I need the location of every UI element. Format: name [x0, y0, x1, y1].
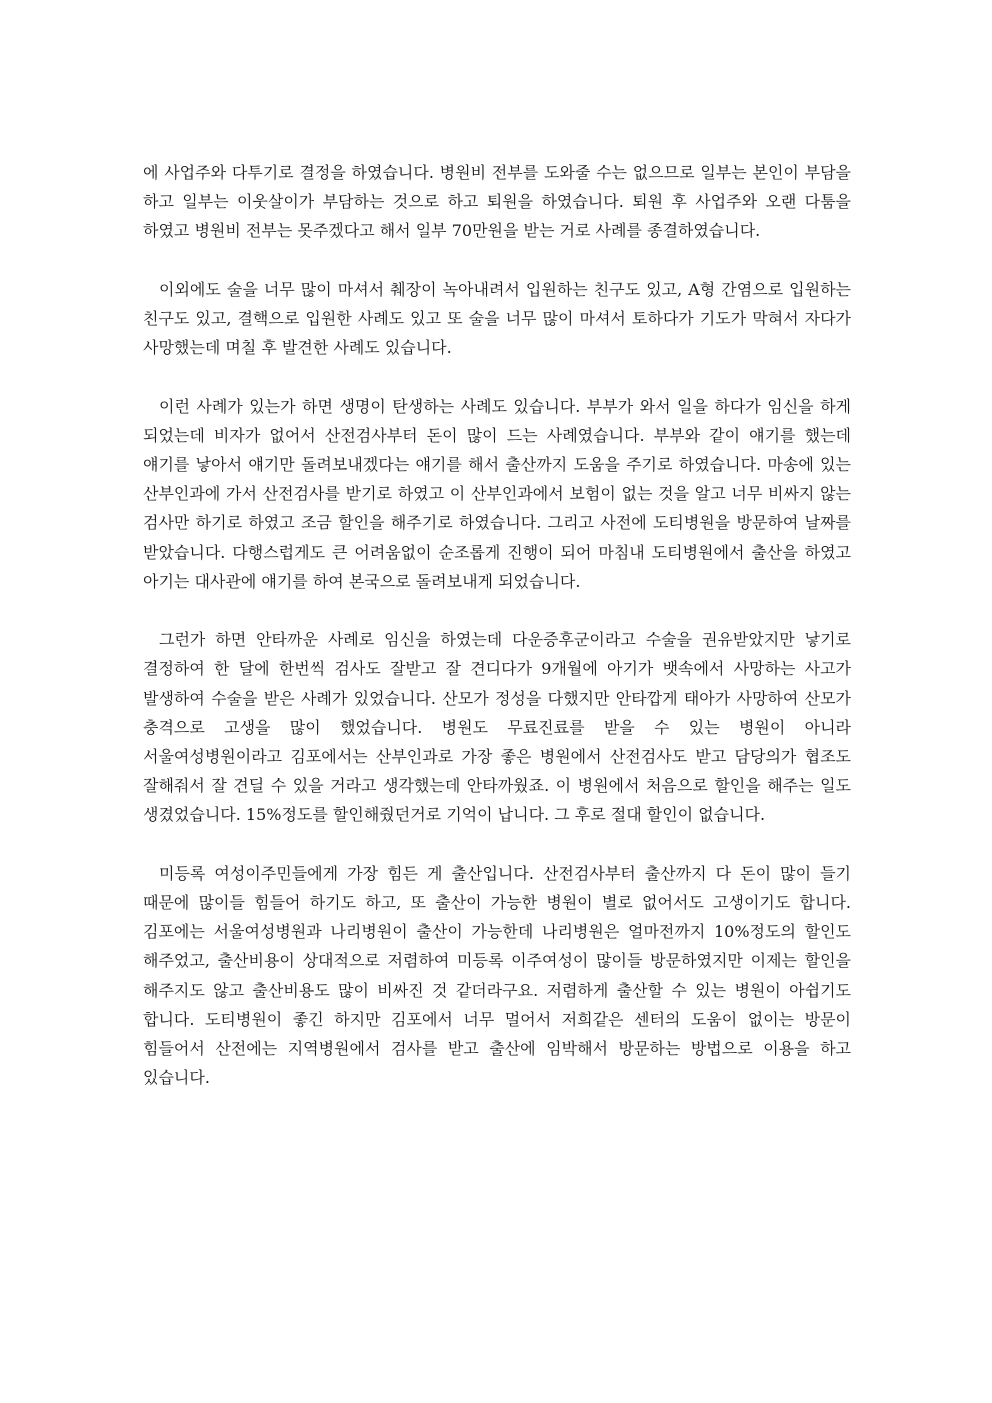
paragraph-4: 그런가 하면 안타까운 사례로 임신을 하였는데 다운증후군이라고 수술을 권유받았지만 낳기로 결정하여 한 달에 한번씩 검사도 잘받고 잘 견디다가 9개월에 아기가 뱃속에서 사망하는 사고가 발생하여 수술을 받은 사례가 있었습니다. 산모가 정성을 다했지만 안타깝게 태아가 사망하여 산모가 충격으로 고생을 많이 했었습니다. 병원도 무료진료를 받을 수 있는 병원이 아니라 서울여성병원이라고 김포에서는 산부인과로 가장 좋은 병원에서 산전검사도 받고 담당의가 협조도 잘해줘서 잘 견딜 수 있을 거라고 생각했는데 안타까웠죠. 이 병원에서 처음으로 할인을 해주는 일도 생겼었습니다. 15%정도를 할인해줬던거로 기억이 납니다. 그 후로 절대 할인이 없습니다. — [143, 630, 851, 825]
body-text — [143, 158, 851, 1122]
paragraph-5: 미등록 여성이주민들에게 가장 힘든 게 출산입니다. 산전검사부터 출산까지 다 돈이 많이 들기 때문에 많이들 힘들어 하기도 하고, 또 출산이 가능한 병원이 별로 없어서도 고생이기도 합니다. 김포에는 서울여성병원과 나리병원이 출산이 가능한데 나리병원은 얼마전까지 10%정도의 할인도 해주었고, 출산비용이 상대적으로 저렴하여 미등록 이주여성이 많이들 방문하였지만 이제는 할인을 해주지도 않고 출산비용도 많이 비싸진 것 같더라구요. 저렴하게 출산할 수 있는 병원이 아쉽기도 합니다. 도티병원이 좋긴 하지만 김포에서 너무 멀어서 저희같은 센터의 도움이 없이는 방문이 힘들어서 산전에는 지역병원에서 검사를 받고 출산에 임박해서 방문하는 방법으로 이용을 하고 있습니다. — [143, 863, 851, 1088]
paragraph-1: 에 사업주와 다투기로 결정을 하였습니다. 병원비 전부를 도와줄 수는 없으므로 일부는 본인이 부담을 하고 일부는 이웃살이가 부담하는 것으로 하고 퇴원을 하였습니다. 퇴원 후 사업주와 오랜 다툼을 하였고 병원비 전부는 못주겠다고 해서 일부 70만원을 받는 거로 사례를 종결하였습니다. — [143, 163, 851, 241]
paragraph-3: 이런 사례가 있는가 하면 생명이 탄생하는 사례도 있습니다. 부부가 와서 일을 하다가 임신을 하게 되었는데 비자가 없어서 산전검사부터 돈이 많이 드는 사례였습니다. 부부와 같이 얘기를 했는데 얘기를 낳아서 얘기만 돌려보내겠다는 얘기를 해서 출산까지 도움을 주기로 하였습니다. 마송에 있는 산부인과에 가서 산전검사를 받기로 하였고 이 산부인과에서 보험이 없는 것을 알고 너무 비싸지 않는 검사만 하기로 하였고 조금 할인을 해주기로 하였습니다. 그리고 사전에 도티병원을 방문하여 날짜를 받았습니다. 다행스럽게도 큰 어려움없이 순조롭게 진행이 되어 마침내 도티병원에서 출산을 하였고 아기는 대사관에 얘기를 하여 본국으로 돌려보내게 되었습니다. — [143, 396, 851, 591]
paragraph-2: 이외에도 술을 너무 많이 마셔서 췌장이 녹아내려서 입원하는 친구도 있고, A형 간염으로 입원하는 친구도 있고, 결핵으로 입원한 사례도 있고 또 술을 너무 많이 마셔서 토하다가 기도가 막혀서 자다가 사망했는데 며칠 후 발견한 사례도 있습니다. — [143, 279, 851, 358]
